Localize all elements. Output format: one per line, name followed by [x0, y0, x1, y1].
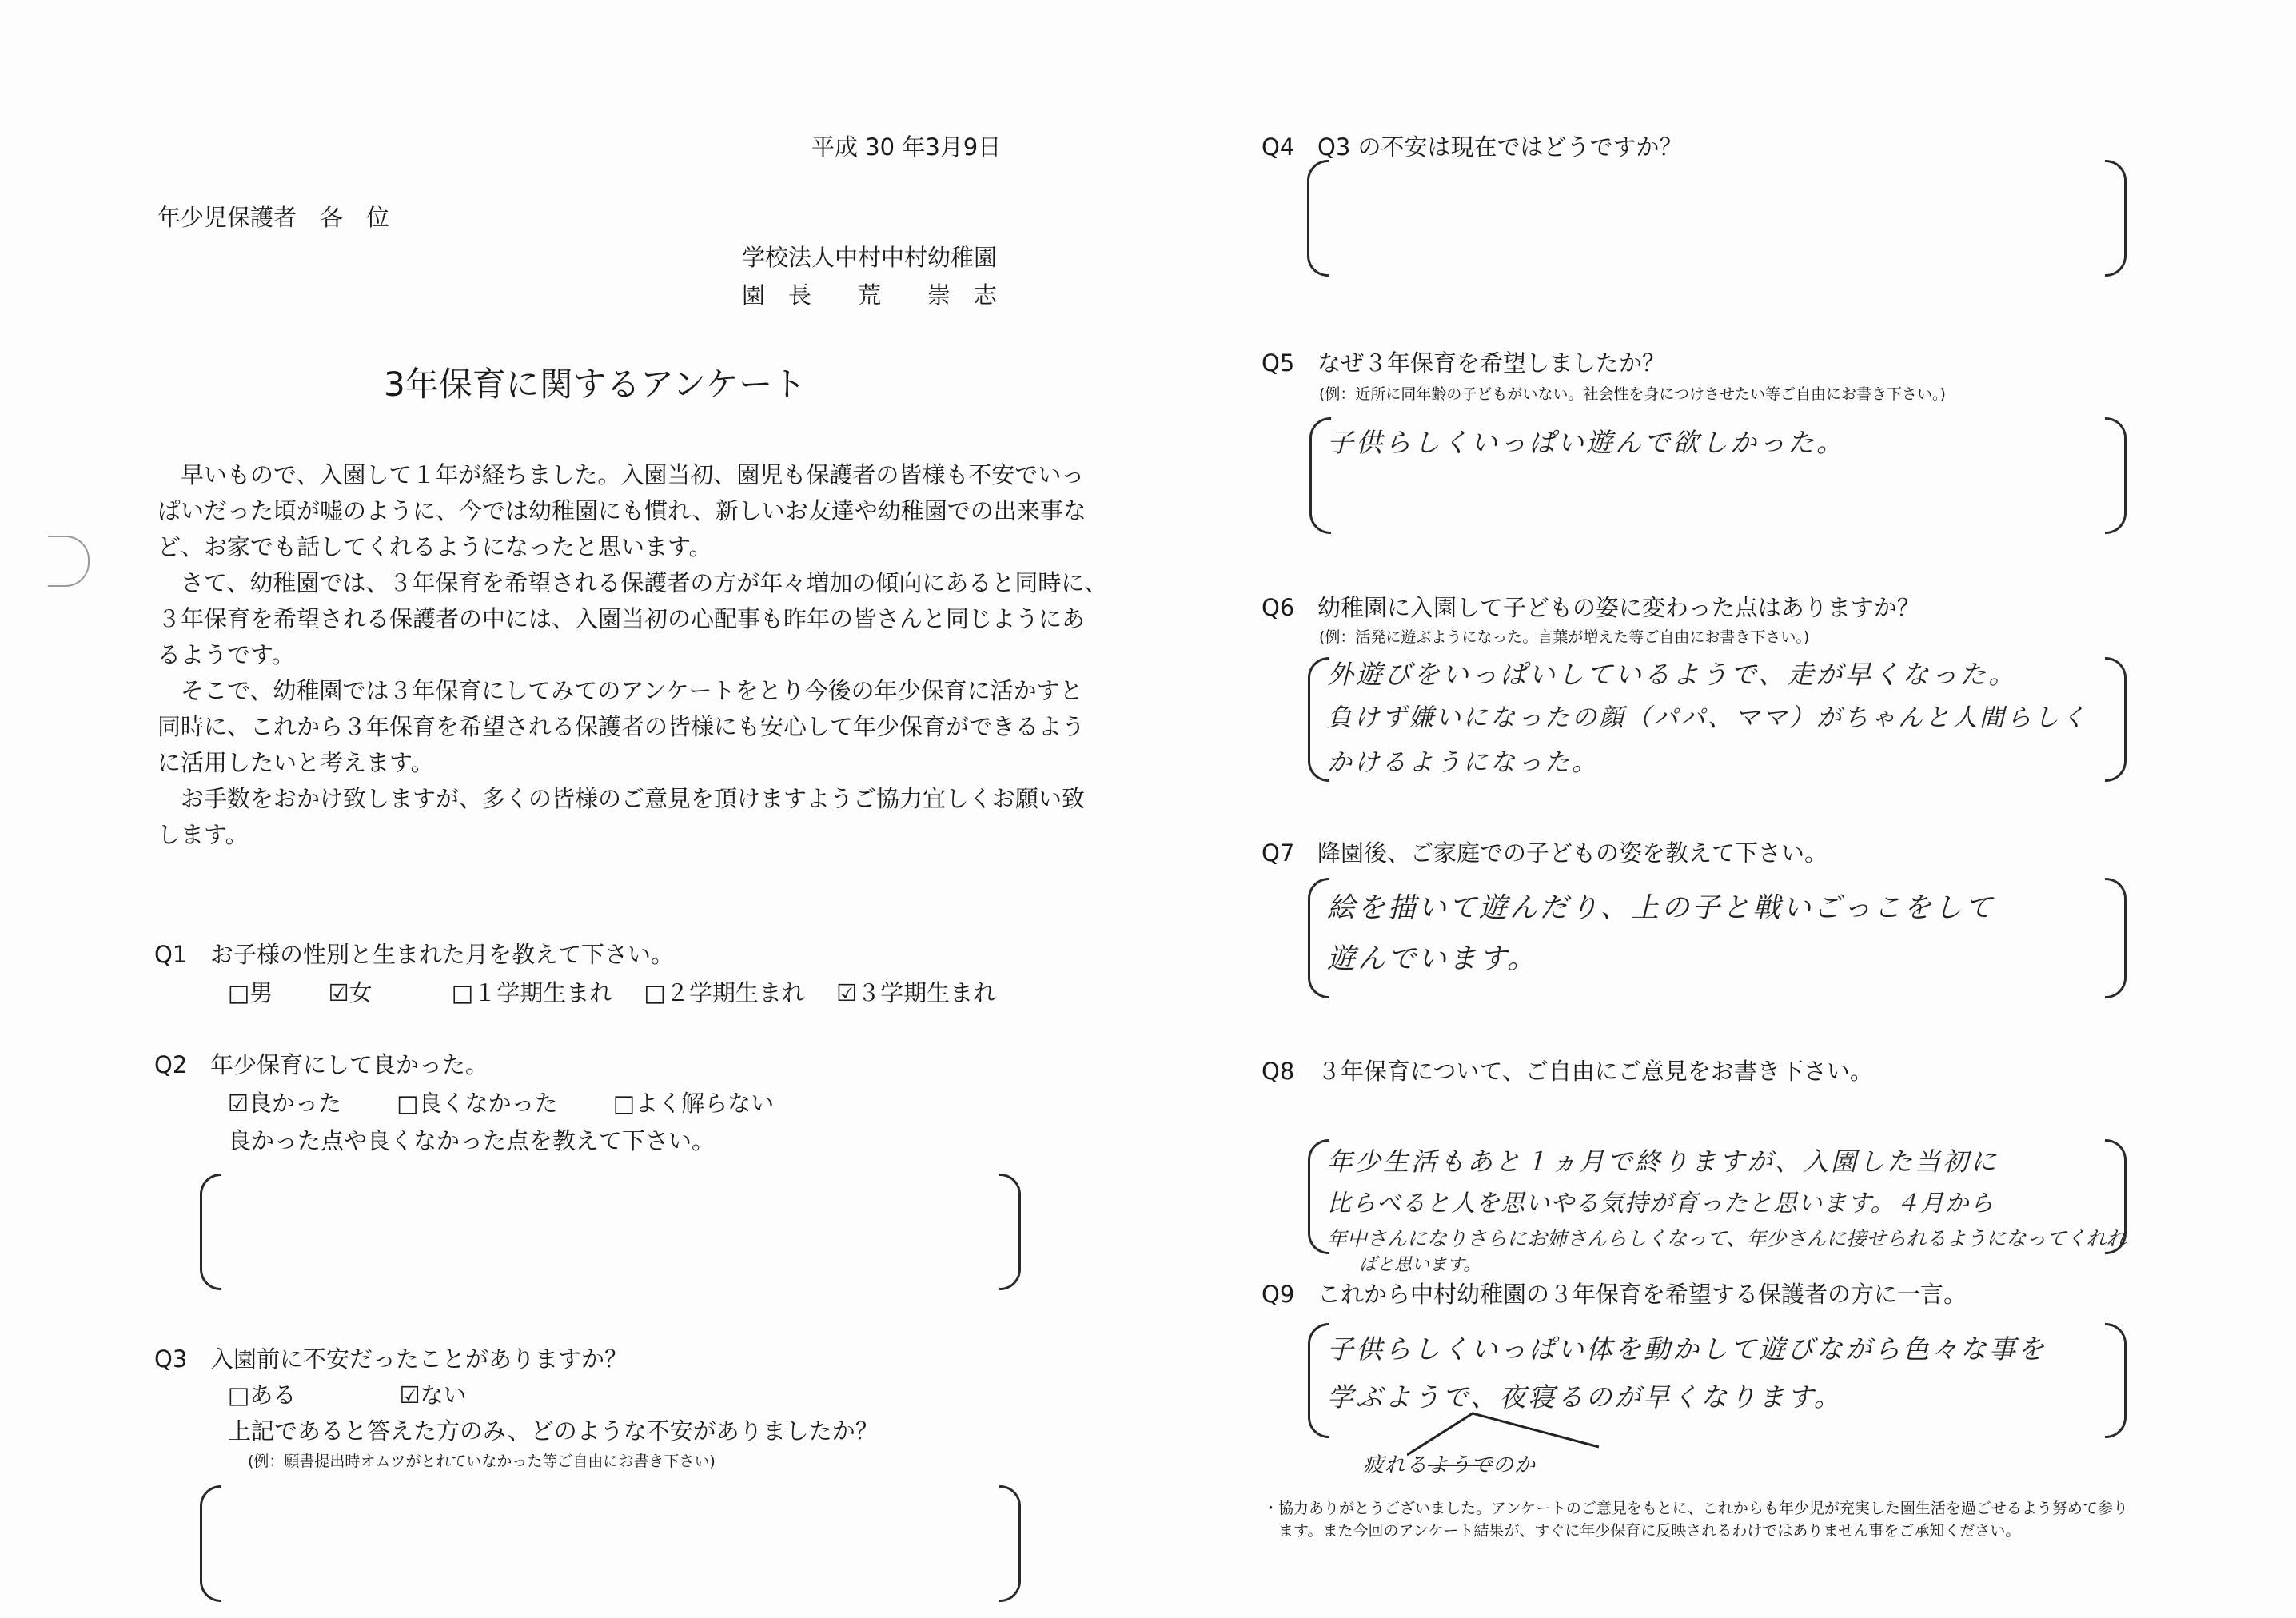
q7-handwritten-answer-2: 遊んでいます。: [1327, 943, 1538, 975]
q4-answer-bracket-left: [1307, 160, 1329, 277]
q2-text: 年少保育にして良かった。: [210, 1051, 489, 1078]
q6-answer-bracket-left: [1308, 657, 1329, 782]
q9-handwritten-answer-1: 子供らしくいっぱい体を動かして遊びながら色々な事を: [1327, 1333, 2047, 1365]
q3-answer-bracket-right: [999, 1485, 1021, 1602]
punch-hole-mark: [48, 536, 90, 587]
q8-text: ３年保育について、ご自由にご意見をお書き下さい。: [1317, 1058, 1873, 1085]
intro-line: します。: [157, 821, 249, 848]
q1-option-term3[interactable]: ☑３学期生まれ: [836, 979, 997, 1006]
q7-question: [1262, 835, 1828, 868]
q4-text: Q3 の不安は現在ではどうですか？: [1317, 134, 1683, 161]
q1-number: Q1: [154, 941, 188, 968]
q6-handwritten-answer-2: 負けず嫌いになったの顔（パパ、ママ）がちゃんと人間らしく: [1327, 703, 2088, 732]
q2-sub: 良かった点や良くなかった点を教えて下さい。: [228, 1127, 716, 1154]
q6-handwritten-answer-3: かけるようになった。: [1327, 748, 1599, 777]
q5-answer-bracket-right: [2105, 417, 2127, 534]
document-date: 平成 30 年3月9日: [811, 134, 1002, 161]
q1-option-term2[interactable]: □２学期生まれ: [644, 979, 805, 1006]
q6-question: [1262, 590, 1920, 623]
q9-text: これから中村幼稚園の３年保育を希望する保護者の方に一言。: [1317, 1281, 1967, 1308]
intro-line: さて、幼稚園では、３年保育を希望される保護者の方が年々増加の傾向にあると同時に、: [157, 569, 1108, 596]
page-title: 3年保育に関するアンケート: [384, 365, 807, 404]
q1-option-term1[interactable]: □１学期生まれ: [451, 979, 613, 1006]
q1-question: [154, 937, 674, 970]
q7-answer-bracket-left: [1308, 878, 1329, 998]
q9-answer-bracket-right: [2105, 1323, 2127, 1438]
q2-option-unsure[interactable]: □よく解らない: [612, 1090, 775, 1117]
q8-answer-bracket-left: [1308, 1139, 1329, 1254]
q9-note-c: のか: [1493, 1453, 1537, 1477]
principal-name: 園 長 荒 崇 志: [742, 281, 998, 309]
q9-answer-bracket-left: [1308, 1323, 1329, 1438]
q2-option-good[interactable]: ☑良かった: [228, 1090, 341, 1117]
q4-question: [1262, 130, 1683, 162]
q9-handwritten-answer-2: 学ぶようで、夜寝るのが早くなります。: [1327, 1381, 1843, 1413]
intro-line: 早いもので、入園して１年が経ちました。入園当初、園児も保護者の皆様も不安でいっ: [157, 461, 1085, 488]
q5-number: Q5: [1262, 349, 1295, 377]
recipient-line: 年少児保護者 各 位: [157, 204, 390, 231]
footer-note-2: ます。また今回のアンケート結果が、すぐに年少保育に反映されるわけではありません事をご承知ください。: [1263, 1522, 2021, 1540]
q1-options: [228, 975, 1044, 1008]
q7-number: Q7: [1262, 839, 1295, 867]
q5-handwritten-answer: 子供らしくいっぱい遊んで欲しかった。: [1327, 427, 1845, 458]
q2-answer-bracket-right: [999, 1174, 1021, 1290]
q3-options: [228, 1377, 515, 1410]
intro-line: ど、お家でも話してくれるようになったと思います。: [157, 533, 712, 560]
q3-example: (例：願書提出時オムツがとれていなかった等ご自由にお書き下さい): [248, 1453, 716, 1470]
q4-number: Q4: [1262, 134, 1295, 161]
q2-number: Q2: [154, 1051, 188, 1078]
q8-handwritten-answer-3: 年中さんになりさらにお姉さんらしくなって、年少さんに接せられるようになってくれれ: [1327, 1227, 2127, 1250]
intro-line: お手数をおかけ致しますが、多くの皆様のご意見を頂けますようご協力宜しくお願い致: [157, 785, 1086, 812]
intro-paragraph: [157, 457, 1107, 853]
q2-question: [154, 1047, 488, 1080]
q9-question: [1262, 1277, 1967, 1309]
q8-handwritten-answer-2: 比らべると人を思いやる気持が育ったと思います。４月から: [1327, 1190, 1995, 1217]
q3-number: Q3: [154, 1345, 188, 1373]
q8-handwritten-answer-1: 年少生活もあと１ヵ月で終りますが、入園した当初に: [1327, 1146, 1999, 1177]
intro-line: そこで、幼稚園では３年保育にしてみてのアンケートをとり今後の年少保育に活かすと: [157, 677, 1083, 704]
organization-name: 学校法人中村中村幼稚園: [742, 244, 998, 271]
q3-question: [154, 1341, 628, 1374]
q9-handwritten-note: [1363, 1449, 1536, 1478]
intro-line: に活用したいと考えます。: [157, 749, 434, 776]
q8-question: [1262, 1054, 1873, 1086]
q1-text: お子様の性別と生まれた月を教えて下さい。: [210, 941, 675, 968]
q7-text: 降園後、ご家庭での子どもの姿を教えて下さい。: [1317, 839, 1828, 867]
q5-example: (例：近所に同年齢の子どもがいない。社会性を身につけさせたい等ご自由にお書き下さい。): [1319, 385, 1946, 403]
q9-note-struck: ようで: [1428, 1453, 1493, 1477]
q3-answer-bracket-left: [200, 1485, 221, 1602]
q7-answer-bracket-right: [2105, 878, 2127, 998]
intro-line: 同時に、これから３年保育を希望される保護者の皆様にも安心して年少保育ができるよう: [157, 713, 1086, 740]
q6-number: Q6: [1262, 594, 1295, 621]
q6-answer-bracket-right: [2105, 657, 2127, 782]
intro-line: るようです。: [157, 641, 295, 668]
q8-number: Q8: [1262, 1058, 1295, 1085]
q9-number: Q9: [1262, 1281, 1295, 1308]
q5-text: なぜ３年保育を希望しましたか？: [1317, 349, 1666, 377]
q8-handwritten-answer-4: ばと思います。: [1359, 1255, 1481, 1275]
q6-example: (例：活発に遊ぶようになった。言葉が増えた等ご自由にお書き下さい。): [1319, 628, 1810, 646]
q4-answer-bracket-right: [2105, 160, 2127, 277]
footer-note-1: ・協力ありがとうございました。アンケートのご意見をもとに、これからも年少児が充実した園生活を過ごせるよう努めて参り: [1263, 1500, 2128, 1517]
intro-line: ぱいだった頃が嘘のように、今では幼稚園にも慣れ、新しいお友達や幼稚園での出来事な: [157, 497, 1086, 524]
q7-handwritten-answer-1: 絵を描いて遊んだり、上の子と戦いごっこをして: [1327, 892, 1995, 924]
intro-line: ３年保育を希望される保護者の中には、入園当初の心配事も昨年の皆さんと同じようにあ: [157, 605, 1086, 632]
q3-option-yes[interactable]: □ある: [228, 1381, 297, 1409]
q2-option-not-good[interactable]: □良くなかった: [397, 1090, 558, 1117]
q2-answer-bracket-left: [200, 1174, 221, 1290]
q9-note-a: 疲れる: [1363, 1453, 1429, 1477]
q3-sub: 上記であると答えた方のみ、どのような不安がありましたか？: [228, 1417, 879, 1445]
q2-options: [228, 1086, 822, 1118]
q3-text: 入園前に不安だったことがありますか？: [210, 1345, 628, 1373]
q1-option-male[interactable]: □男: [228, 979, 273, 1006]
q6-handwritten-answer-1: 外遊びをいっぱいしているようで、走が早くなった。: [1327, 659, 2018, 690]
q1-option-female[interactable]: ☑女: [328, 979, 373, 1006]
q5-question: [1262, 345, 1665, 378]
q6-text: 幼稚園に入園して子どもの姿に変わった点はありますか？: [1317, 594, 1920, 621]
q3-option-no[interactable]: ☑ない: [399, 1381, 467, 1409]
